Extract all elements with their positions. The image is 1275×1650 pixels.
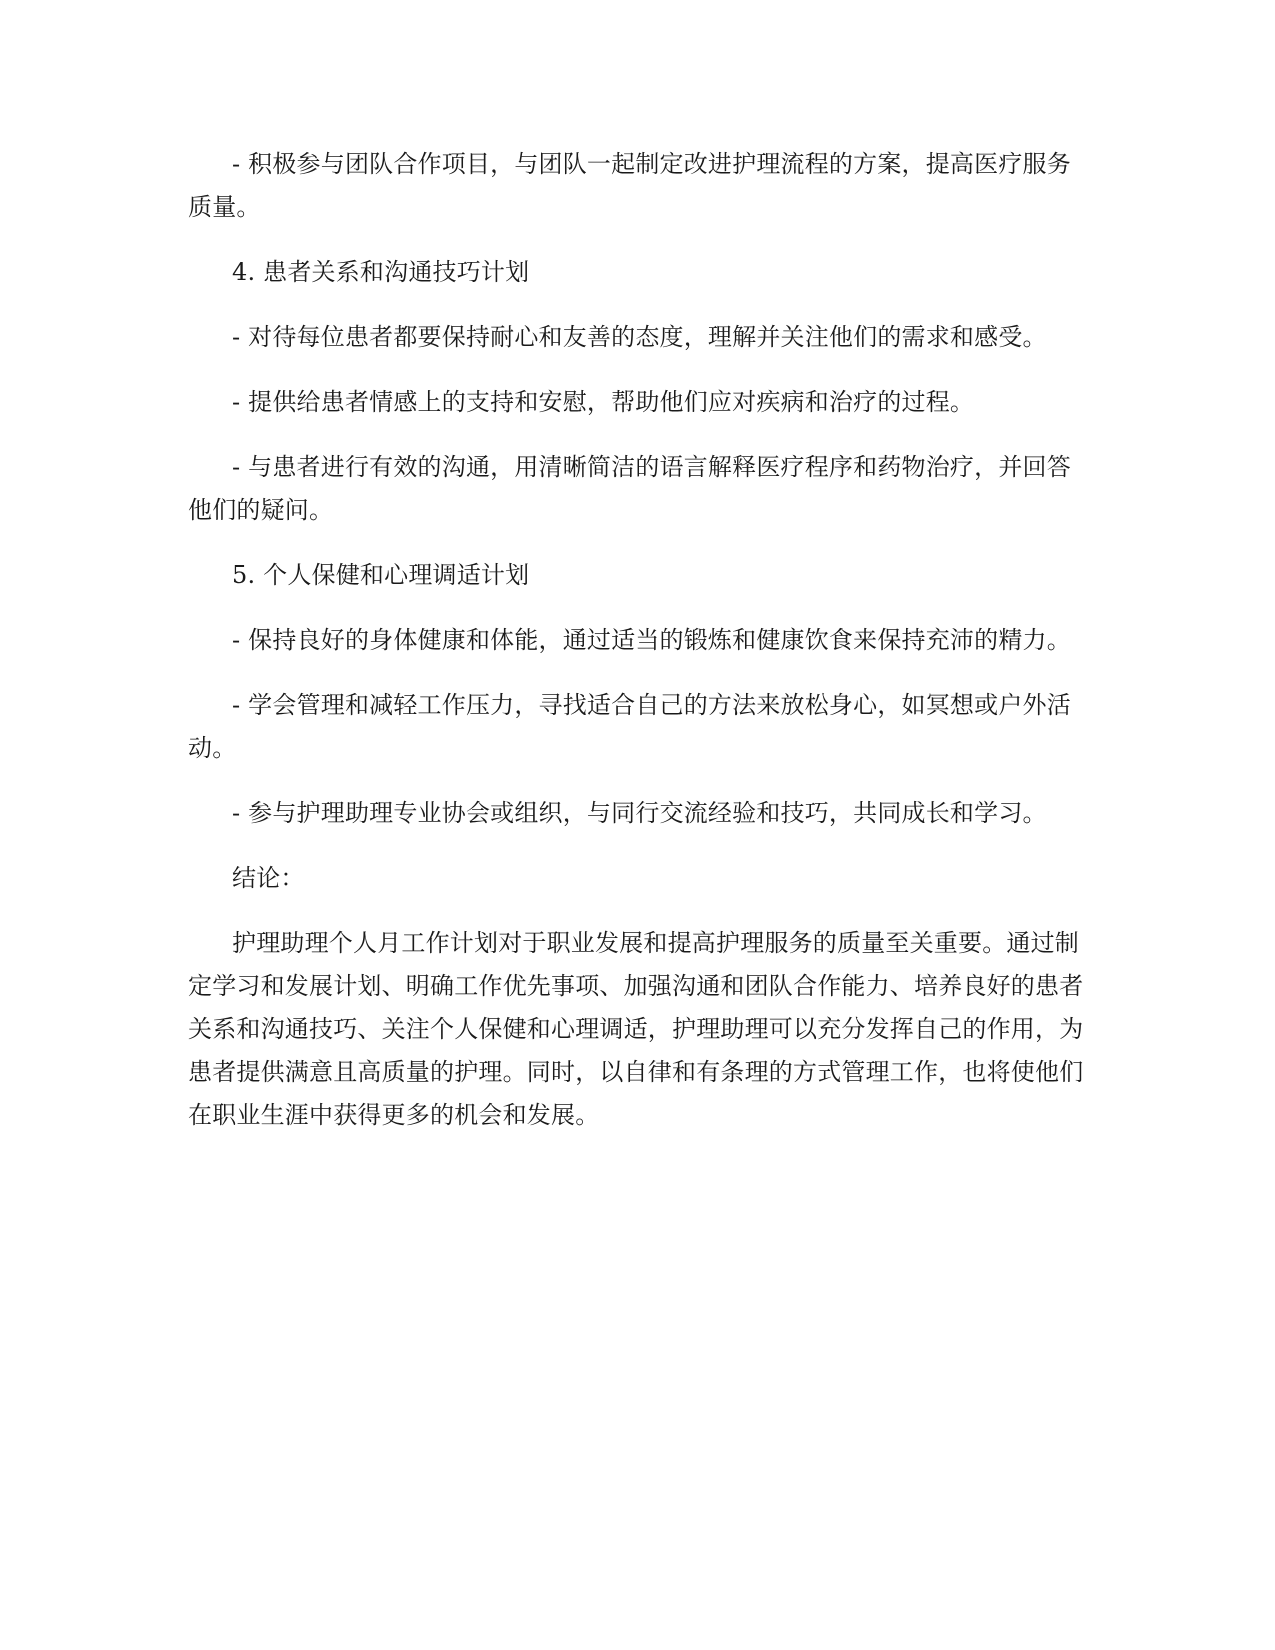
section-heading-self-care: 5. 个人保健和心理调适计划: [232, 561, 530, 589]
bullet-professional-association: - 参与护理助理专业协会或组织，与同行交流经验和技巧，共同成长和学习。: [232, 799, 1047, 827]
bullet-stress-management: - 学会管理和减轻工作压力，寻找适合自己的方法来放松身心，如冥想或户外活动。: [188, 691, 1071, 762]
bullet-physical-health: - 保持良好的身体健康和体能，通过适当的锻炼和健康饮食来保持充沛的精力。: [232, 626, 1071, 654]
conclusion-paragraph: 护理助理个人月工作计划对于职业发展和提高护理服务的质量至关重要。通过制定学习和发展计划、明确工作优先事项、加强沟通和团队合作能力、培养良好的患者关系和沟通技巧、关注个人保健和心理调适，护理助理可以充分发挥自己的作用，为患者提供满意且高质量的护理。同时，以自律和有条理的方式管理工作，也将使他们在职业生涯中获得更多的机会和发展。: [188, 929, 1084, 1129]
document-body: [188, 143, 1088, 1159]
conclusion-heading: 结论：: [232, 864, 305, 892]
section-heading-patient-relations: 4. 患者关系和沟通技巧计划: [232, 258, 530, 286]
bullet-teamwork: - 积极参与团队合作项目，与团队一起制定改进护理流程的方案，提高医疗服务质量。: [188, 150, 1071, 221]
bullet-patient-attitude: - 对待每位患者都要保持耐心和友善的态度，理解并关注他们的需求和感受。: [232, 323, 1047, 351]
bullet-effective-communication: - 与患者进行有效的沟通，用清晰简洁的语言解释医疗程序和药物治疗，并回答他们的疑问。: [188, 453, 1071, 524]
bullet-emotional-support: - 提供给患者情感上的支持和安慰，帮助他们应对疾病和治疗的过程。: [232, 388, 975, 416]
